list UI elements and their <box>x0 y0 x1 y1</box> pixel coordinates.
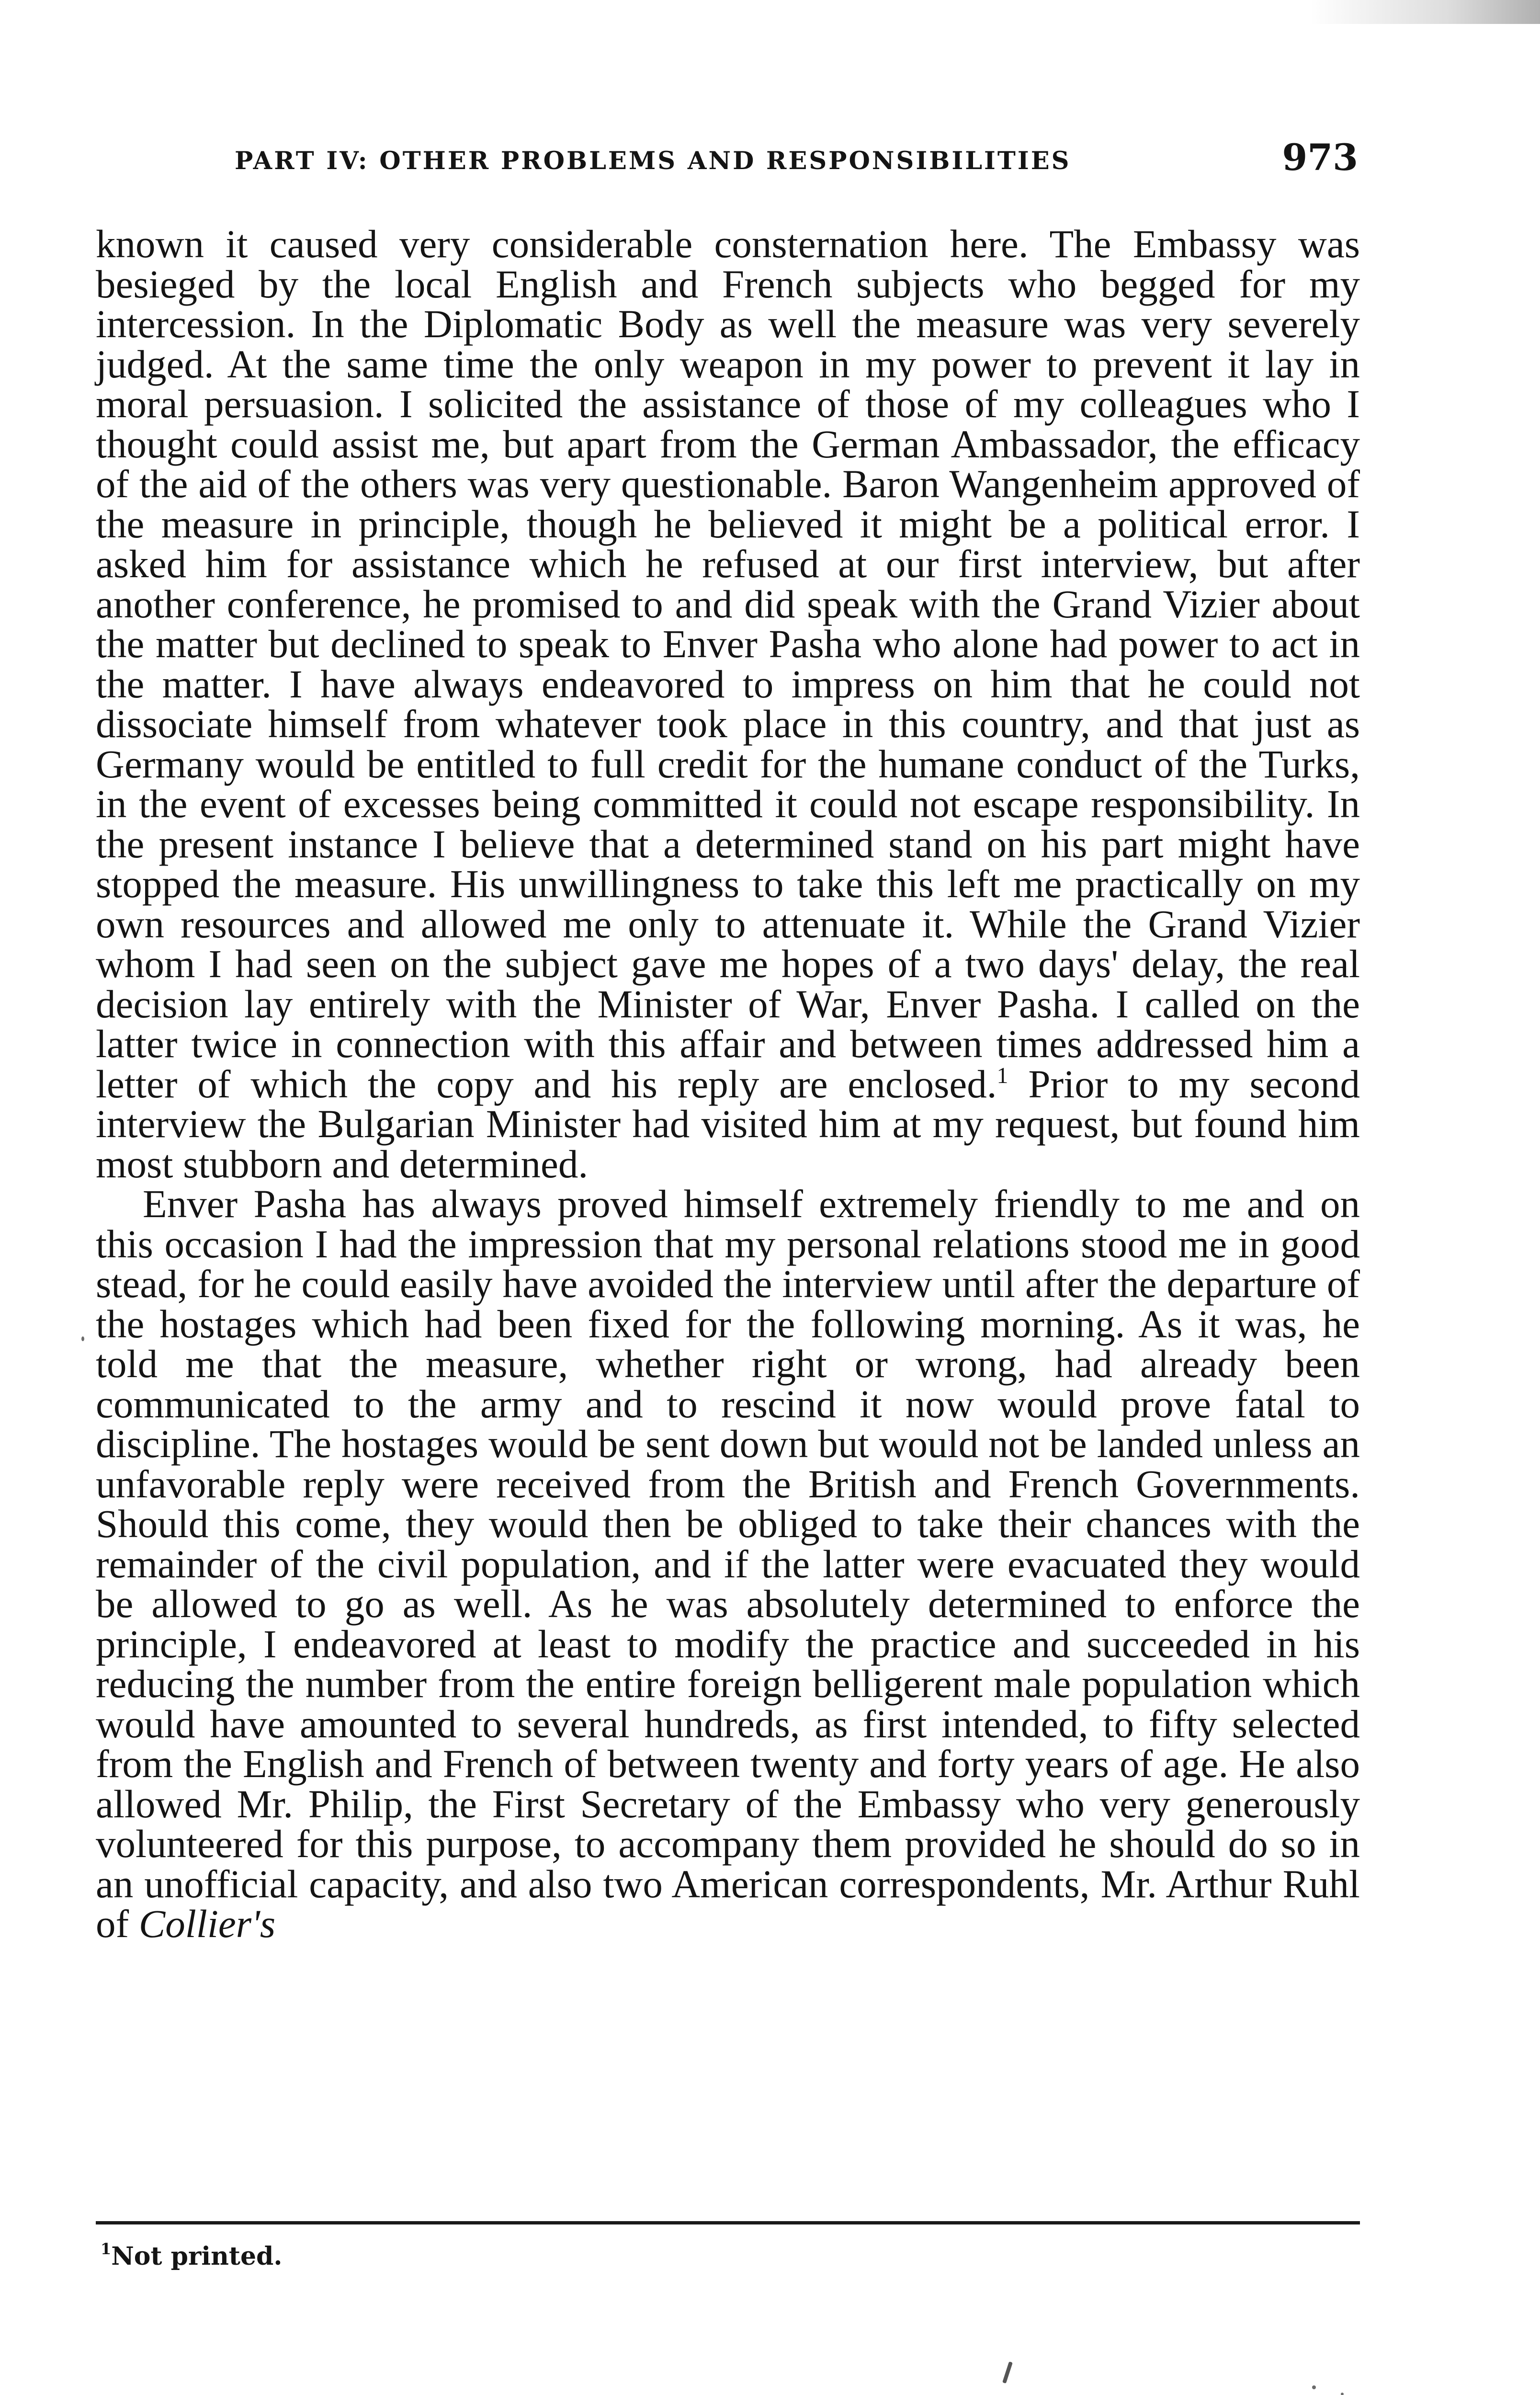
stray-pen-mark <box>1002 2361 1013 2384</box>
paragraph-text: Enver Pasha has always proved himself extremely friendly to me and on this occasion I had the impression that my personal relations stood me in good stead, for he could easily have avoided the interview until after the departure of the hostages which had been fixed for the following morning. As it was, he told me that the measure, whether right or wrong, had already been communicated to the army and to rescind it now would prove fatal to discipline. The hostages would be sent down but would not be landed unless an unfavorable reply were received from the British and French Governments. Should this come, they would then be obliged to take their chances with the remainder of the civil population, and if the latter were evacuated they would be allowed to go as well. As he was absolutely determined to enforce the principle, I endeavored at least to modify the practice and succeeded in his reducing the number from the entire foreign belligerent male population which would have amounted to several hundreds, as first intended, to fifty selected from the English and French of between twenty and forty years of age. He also allowed Mr. Philip, the First Secretary of the Embassy who very generously volunteered for this purpose, to accompany them provided he should do so in an unofficial capacity, and also two American correspondents, Mr. Arthur Ruhl of <box>96 1182 1360 1946</box>
scan-speck <box>81 1336 84 1341</box>
page-number: 973 <box>1282 136 1358 179</box>
paragraph <box>96 1184 1360 1944</box>
footnote-reference: 1 <box>996 1062 1008 1088</box>
paragraph <box>96 224 1360 1184</box>
footnote-divider <box>96 2221 1360 2224</box>
body-text <box>96 224 1360 1944</box>
scan-edge-artifact <box>1310 0 1540 24</box>
scan-speck <box>1341 2393 1344 2395</box>
footnote-mark: 1 <box>101 2240 112 2258</box>
paragraph-text: known it caused very considerable consternation here. The Embassy was besieged by the local English and French subjects who begged for my intercession. In the Diplomatic Body as well the measure was very severely judged. At the same time the only weapon in my power to prevent it lay in moral persuasion. I solicited the assistance of those of my colleagues who I thought could assist me, but apart from the German Ambassador, the efficacy of the aid of the others was very questionable. Baron Wangenheim approved of the measure in principle, though he believed it might be a political error. I asked him for assistance which he refused at our first interview, but after another conference, he promised to and did speak with the Grand Vizier about the matter but declined to speak to Enver Pasha who alone had power to act in the matter. I have always endeavored to impress on him that he could not dissociate himself from whatever took place in this country, and that just as Germany would be entitled to full credit for the humane conduct of the Turks, in the event of excesses being committed it could not escape responsibility. In the present instance I believe that a determined stand on his part might have stopped the measure. His unwillingness to take this left me practically on my own resources and allowed me only to attenuate it. While the Grand Vizier whom I had seen on the subject gave me hopes of a two days' delay, the real decision lay entirely with the Minister of War, Enver Pasha. I called on the latter twice in connection with this affair and between times addressed him a letter of which the copy and his reply are enclosed. <box>96 222 1360 1106</box>
italic-publication-name: Collier's <box>138 1902 276 1946</box>
scan-speck <box>1312 2385 1316 2389</box>
running-title: PART IV: OTHER PROBLEMS AND RESPONSIBILITIES <box>235 147 1071 175</box>
footnote-text: Not printed. <box>111 2242 283 2271</box>
paragraph-text: Prior to my second interview the Bulgarian Minister had visited him at my request, but found him most stubborn and determined. <box>96 1061 1360 1186</box>
footnote <box>101 2242 283 2271</box>
running-header <box>96 136 1358 196</box>
